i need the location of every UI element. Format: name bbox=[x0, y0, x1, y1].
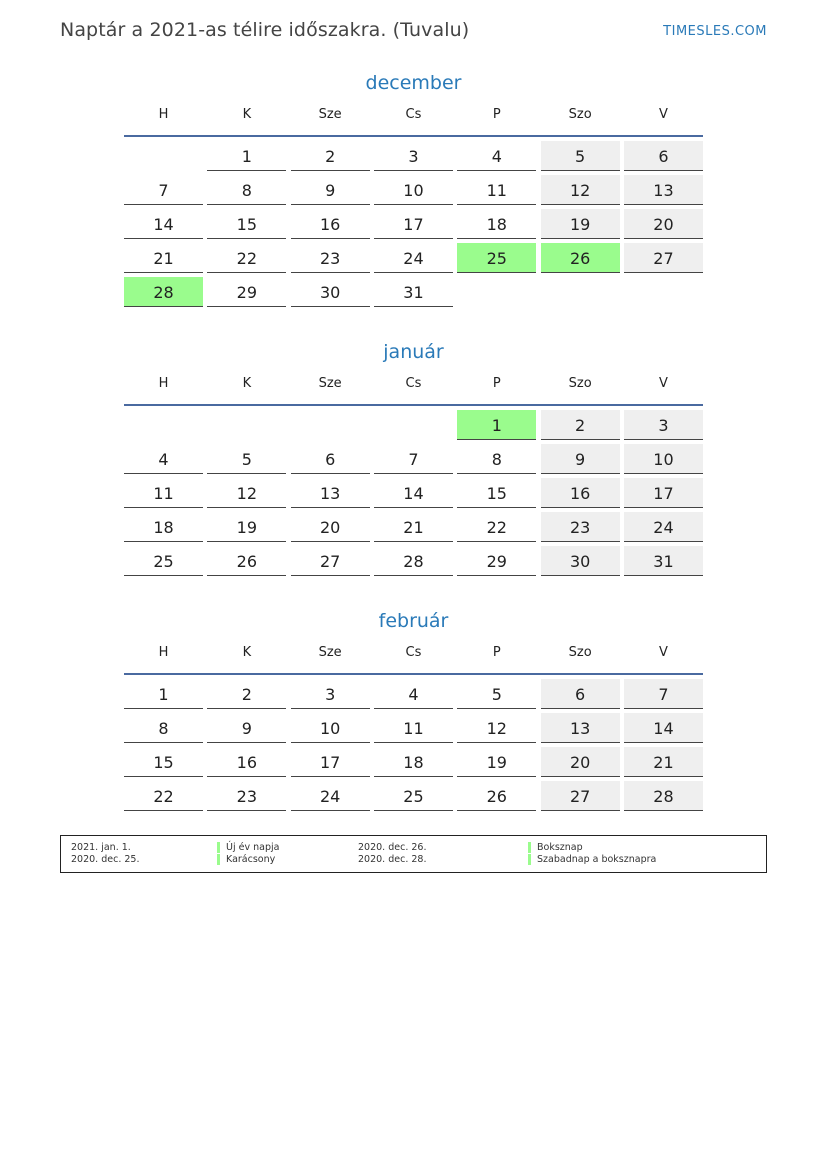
day-cell: 8 bbox=[207, 175, 286, 205]
month-calendar bbox=[124, 607, 703, 811]
legend-name: Boksznap bbox=[528, 842, 583, 853]
weekday-label: Cs bbox=[405, 107, 422, 122]
month-calendar bbox=[124, 338, 703, 576]
day-cell: 29 bbox=[207, 277, 286, 307]
day-cell: 11 bbox=[457, 175, 536, 205]
weekday-label: H bbox=[158, 645, 169, 660]
day-cell: 2 bbox=[541, 410, 620, 440]
day-cell: 27 bbox=[624, 243, 703, 273]
day-cell: 22 bbox=[124, 781, 203, 811]
day-cell: 6 bbox=[624, 141, 703, 171]
day-cell: 14 bbox=[124, 209, 203, 239]
day-cell: 19 bbox=[457, 747, 536, 777]
day-cell: 9 bbox=[207, 713, 286, 743]
day-cell: 14 bbox=[624, 713, 703, 743]
weekday-header bbox=[124, 366, 703, 406]
day-cell: 15 bbox=[207, 209, 286, 239]
weekday-label: Szo bbox=[568, 107, 592, 122]
day-cell: 18 bbox=[374, 747, 453, 777]
day-cell: 16 bbox=[541, 478, 620, 508]
day-cell: 17 bbox=[291, 747, 370, 777]
holiday-day-cell: 1 bbox=[457, 410, 536, 440]
day-cell: 20 bbox=[541, 747, 620, 777]
day-cell: 10 bbox=[374, 175, 453, 205]
weekday-label: Szo bbox=[568, 376, 592, 391]
day-cell: 24 bbox=[624, 512, 703, 542]
day-cell: 19 bbox=[207, 512, 286, 542]
day-cell: 28 bbox=[374, 546, 453, 576]
day-cell: 5 bbox=[541, 141, 620, 171]
day-cell: 17 bbox=[624, 478, 703, 508]
legend-date: 2021. jan. 1. bbox=[71, 842, 131, 853]
weekday-label: K bbox=[242, 107, 252, 122]
legend-name: Karácsony bbox=[217, 854, 275, 865]
weekday-label: V bbox=[659, 645, 668, 660]
empty-cell bbox=[207, 410, 286, 440]
weekday-label: H bbox=[158, 107, 169, 122]
day-cell: 30 bbox=[291, 277, 370, 307]
weekday-label: P bbox=[492, 645, 501, 660]
day-cell: 21 bbox=[624, 747, 703, 777]
holiday-day-cell: 25 bbox=[457, 243, 536, 273]
day-cell: 15 bbox=[124, 747, 203, 777]
weekday-label: V bbox=[659, 107, 668, 122]
weekday-header bbox=[124, 97, 703, 137]
day-cell: 5 bbox=[457, 679, 536, 709]
day-cell: 22 bbox=[207, 243, 286, 273]
day-cell: 27 bbox=[291, 546, 370, 576]
day-cell: 7 bbox=[124, 175, 203, 205]
empty-cell bbox=[124, 141, 203, 171]
day-cell: 15 bbox=[457, 478, 536, 508]
legend-date: 2020. dec. 26. bbox=[358, 842, 427, 853]
day-cell: 18 bbox=[457, 209, 536, 239]
day-cell: 4 bbox=[374, 679, 453, 709]
weekday-label: Sze bbox=[318, 376, 342, 391]
day-cell: 2 bbox=[291, 141, 370, 171]
month-name: január bbox=[383, 341, 444, 363]
day-cell: 3 bbox=[291, 679, 370, 709]
day-cell: 23 bbox=[541, 512, 620, 542]
day-cell: 11 bbox=[374, 713, 453, 743]
day-cell: 14 bbox=[374, 478, 453, 508]
day-cell: 10 bbox=[291, 713, 370, 743]
legend-date: 2020. dec. 25. bbox=[71, 854, 140, 865]
day-cell: 12 bbox=[541, 175, 620, 205]
weekday-label: Szo bbox=[568, 645, 592, 660]
day-cell: 12 bbox=[457, 713, 536, 743]
day-cell: 7 bbox=[374, 444, 453, 474]
weekday-label: K bbox=[242, 645, 252, 660]
weekday-label: Sze bbox=[318, 107, 342, 122]
holiday-legend bbox=[60, 835, 767, 873]
day-cell: 19 bbox=[541, 209, 620, 239]
day-cell: 30 bbox=[541, 546, 620, 576]
weekday-label: Cs bbox=[405, 645, 422, 660]
day-cell: 13 bbox=[541, 713, 620, 743]
day-cell: 31 bbox=[374, 277, 453, 307]
legend-date: 2020. dec. 28. bbox=[358, 854, 427, 865]
day-cell: 6 bbox=[291, 444, 370, 474]
day-cell: 25 bbox=[124, 546, 203, 576]
day-cell: 10 bbox=[624, 444, 703, 474]
day-cell: 7 bbox=[624, 679, 703, 709]
day-grid bbox=[124, 406, 703, 576]
day-cell: 29 bbox=[457, 546, 536, 576]
holiday-day-cell: 28 bbox=[124, 277, 203, 307]
day-cell: 2 bbox=[207, 679, 286, 709]
month-name: február bbox=[378, 610, 449, 632]
day-cell: 12 bbox=[207, 478, 286, 508]
day-cell: 6 bbox=[541, 679, 620, 709]
day-cell: 28 bbox=[624, 781, 703, 811]
weekday-label: H bbox=[158, 376, 169, 391]
month-name: december bbox=[365, 72, 462, 94]
day-cell: 16 bbox=[291, 209, 370, 239]
day-cell: 9 bbox=[541, 444, 620, 474]
empty-cell bbox=[124, 410, 203, 440]
weekday-label: P bbox=[492, 376, 501, 391]
day-cell: 1 bbox=[207, 141, 286, 171]
day-grid bbox=[124, 137, 703, 307]
day-cell: 24 bbox=[374, 243, 453, 273]
day-grid bbox=[124, 675, 703, 811]
month-calendar bbox=[124, 69, 703, 307]
empty-cell bbox=[291, 410, 370, 440]
weekday-label: P bbox=[492, 107, 501, 122]
day-cell: 21 bbox=[374, 512, 453, 542]
day-cell: 3 bbox=[624, 410, 703, 440]
weekday-label: K bbox=[242, 376, 252, 391]
legend-name: Új év napja bbox=[217, 842, 279, 853]
weekday-header bbox=[124, 635, 703, 675]
day-cell: 5 bbox=[207, 444, 286, 474]
day-cell: 26 bbox=[457, 781, 536, 811]
day-cell: 18 bbox=[124, 512, 203, 542]
day-cell: 20 bbox=[624, 209, 703, 239]
day-cell: 8 bbox=[124, 713, 203, 743]
day-cell: 24 bbox=[291, 781, 370, 811]
weekday-label: Cs bbox=[405, 376, 422, 391]
day-cell: 22 bbox=[457, 512, 536, 542]
day-cell: 27 bbox=[541, 781, 620, 811]
weekday-label: V bbox=[659, 376, 668, 391]
day-cell: 13 bbox=[624, 175, 703, 205]
day-cell: 26 bbox=[207, 546, 286, 576]
day-cell: 23 bbox=[291, 243, 370, 273]
day-cell: 31 bbox=[624, 546, 703, 576]
day-cell: 11 bbox=[124, 478, 203, 508]
day-cell: 8 bbox=[457, 444, 536, 474]
day-cell: 13 bbox=[291, 478, 370, 508]
day-cell: 23 bbox=[207, 781, 286, 811]
day-cell: 1 bbox=[124, 679, 203, 709]
weekday-label: Sze bbox=[318, 645, 342, 660]
day-cell: 17 bbox=[374, 209, 453, 239]
brand-link[interactable]: TIMESLES.COM bbox=[663, 24, 767, 39]
holiday-day-cell: 26 bbox=[541, 243, 620, 273]
day-cell: 4 bbox=[124, 444, 203, 474]
legend-name: Szabadnap a boksznapra bbox=[528, 854, 656, 865]
empty-cell bbox=[374, 410, 453, 440]
day-cell: 25 bbox=[374, 781, 453, 811]
day-cell: 9 bbox=[291, 175, 370, 205]
day-cell: 16 bbox=[207, 747, 286, 777]
day-cell: 4 bbox=[457, 141, 536, 171]
page-title: Naptár a 2021-as télire időszakra. (Tuvalu) bbox=[60, 19, 470, 41]
day-cell: 3 bbox=[374, 141, 453, 171]
day-cell: 20 bbox=[291, 512, 370, 542]
day-cell: 21 bbox=[124, 243, 203, 273]
